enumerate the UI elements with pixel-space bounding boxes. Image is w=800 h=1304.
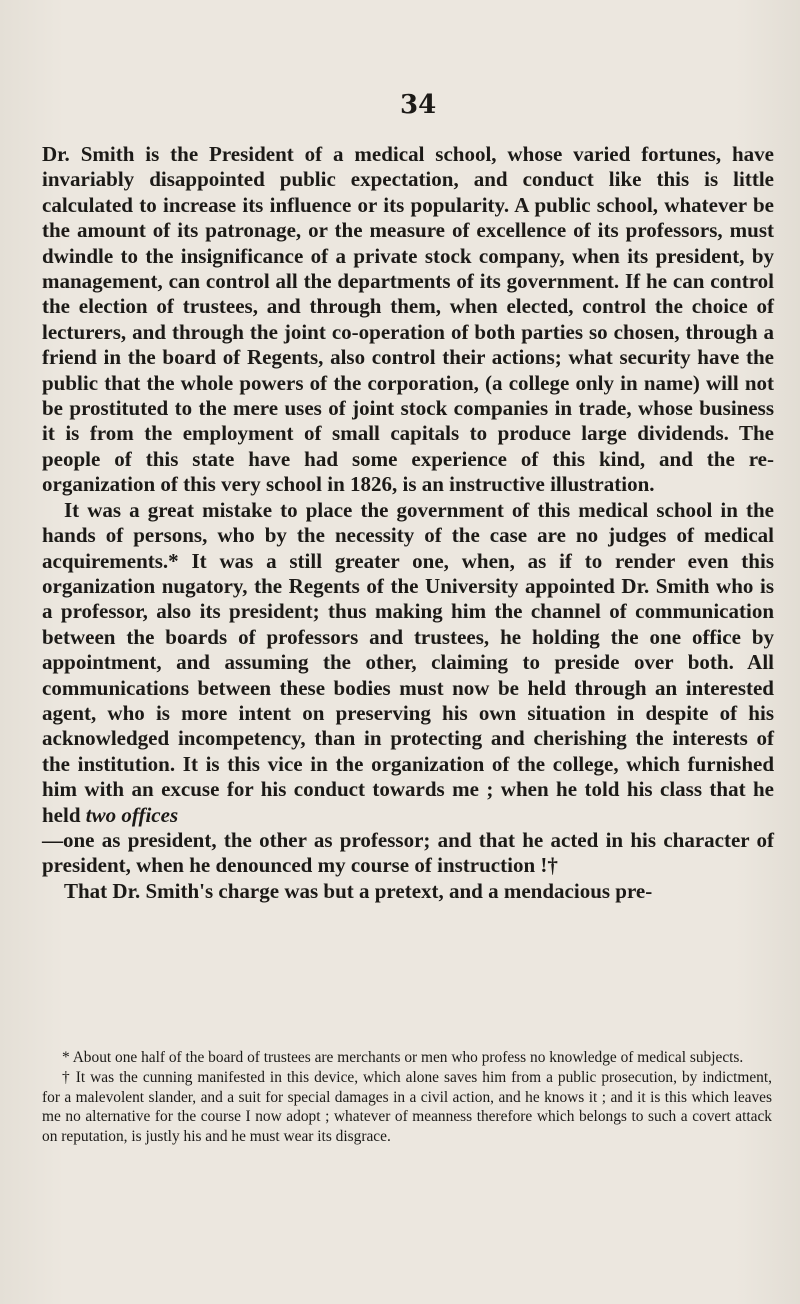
paragraph: Dr. Smith is the President of a medical school, whose varied fortunes, have invariably disappointed public expectation, and conduct like this is little calculated to increase its influence or its popularity. A public school, whatever be the amount of its patronage, or the measure of excellence of its professors, must dwindle to the insignificance of a private stock company, when its president, by management, can control all the departments of its government. If he can control the election of trustees, and through them, when elected, control the choice of lecturers, and through the joint co-operation of both parties so chosen, through a friend in the board of Regents, also control their actions; what security have the public that the whole powers of the corporation, (a college only in name) will not be prostituted to the mere uses of joint stock companies in trade, whose business it is from the employment of small capitals to produce large dividends. The people of this state have had some experience of this kind, and the re-organization of this very school in 1826, is an instructive illustration. (42, 142, 774, 497)
footnote: † It was the cunning manifested in this device, which alone saves him from a public prosecution, by indictment, for a malevolent slander, and a suit for special damages in a civil action, and he knows it ; and it is this which leaves me no alternative for the course I now adopt ; whatever of meanness therefore which belongs to such a covert attack on reputation, is justly his and he must wear its disgrace. (42, 1068, 772, 1146)
paragraph: That Dr. Smith's charge was but a pretext, and a mendacious pre- (64, 878, 653, 903)
emphasized-phrase: two offices (85, 802, 179, 827)
body-text (42, 142, 774, 904)
footnote: * About one half of the board of trustees are merchants or men who profess no knowledge of medical subjects. (62, 1049, 744, 1066)
footnotes (42, 1048, 772, 1147)
paragraph-text: It was a great mistake to place the government of this medical school in the hands of persons, who by the necessity of the case are no judges of medical acquirements.* It was a still greater one, when, as if to render even this organization nugatory, the Regents of the University appointed Dr. Smith who is a professor, also its president; thus making him the channel of communication between the boards of professors and trustees, he holding the one office by appointment, and assuming the other, claiming to preside over both. All communications between these bodies must now be held through an interested agent, who is more intent on preserving his own situation in despite of his acknowledged incompetency, than in protecting and cherishing the interests of the institution. It is this vice in the organization of the college, which furnished him with an excuse for his conduct towards me ; when he told his class that he held (42, 497, 774, 827)
paragraph: —one as president, the other as professor; and that he acted in his character of president, when he denounced my course of instruction !† (42, 827, 774, 878)
page-number: 34 (400, 90, 437, 120)
paragraph (42, 498, 774, 828)
